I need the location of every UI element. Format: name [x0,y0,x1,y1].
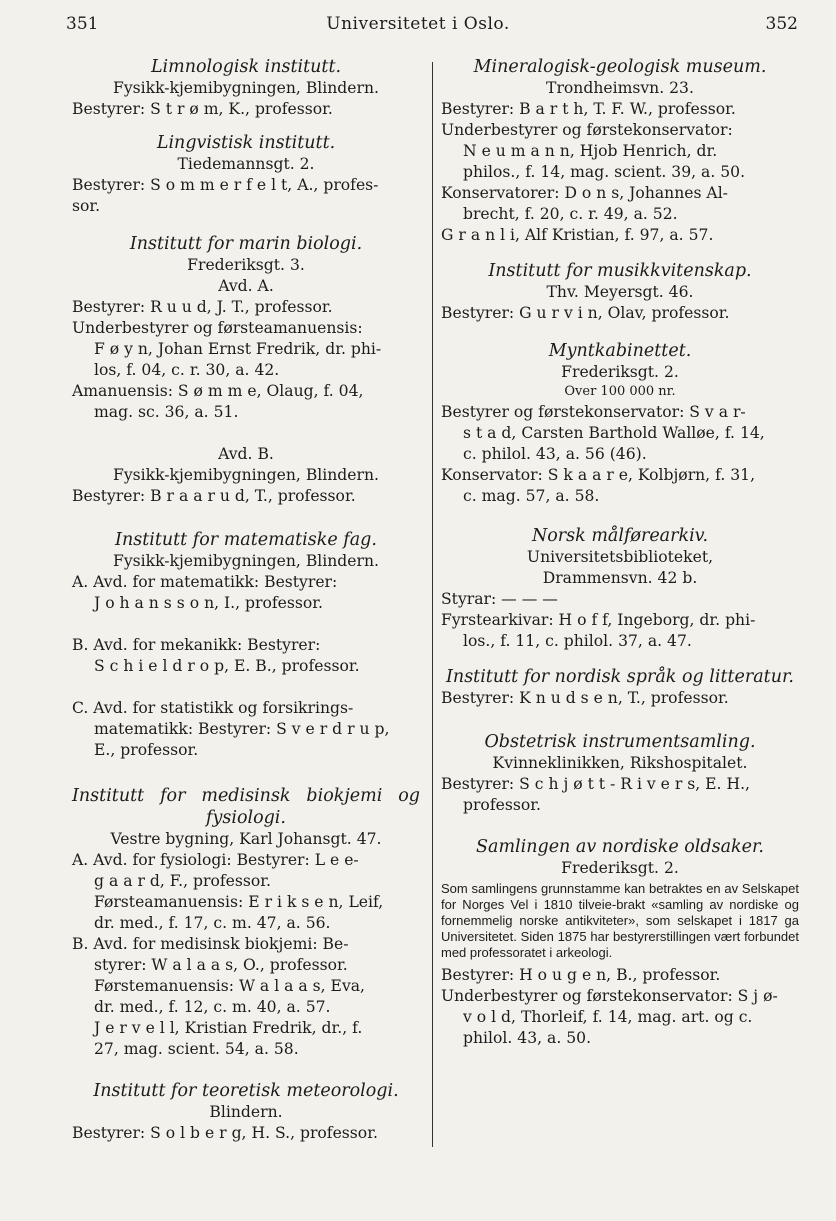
entry-line: Frederiksgt. 2. [561,859,679,877]
entry-line: N e u m a n n, Hjob Henrich, dr. [463,142,718,160]
entry-line: dr. med., f. 17, c. m. 47, a. 56. [94,914,331,932]
entry-line: v o l d, Thorleif, f. 14, mag. art. og c. [463,1008,753,1026]
entry-line: Bestyrer: S c h j ø t t - R i v e r s, E. H., [441,775,750,793]
entry-line: Underbestyrer og førsteamanuensis: [72,319,363,337]
entry-line: Frederiksgt. 3. [187,256,305,274]
spacer [72,677,420,698]
entry-line: Fysikk-kjemibygningen, Blindern. [113,79,379,97]
entry-line: J e r v e l l, Kristian Fredrik, dr., f. [94,1019,363,1037]
entry-line: Fyrstearkivar: H o f f, Ingeborg, dr. phi- [441,611,756,629]
entry-line: 27, mag. scient. 54, a. 58. [94,1040,299,1058]
entry-line: C. Avd. for statistikk og forsikrings- [72,699,354,717]
entry-line: Bestyrer: B a r t h, T. F. W., professor. [441,100,736,118]
entry-line: philol. 43, a. 50. [463,1029,592,1047]
directory-entry [441,525,799,652]
entry-line: Bestyrer: S o m m e r f e l t, A., profes- [72,176,379,194]
entry-line: Bestyrer: S t r ø m, K., professor. [72,100,333,118]
directory-entry [72,233,420,507]
entry-line: Bestyrer: R u u d, J. T., professor. [72,298,333,316]
entry-line: matematikk: Bestyrer: S v e r d r u p, [94,720,390,738]
directory-entry [441,666,799,709]
running-title: Universitetet i Oslo. [326,14,510,34]
entry-line: Bestyrer: G u r v i n, Olav, professor. [441,304,730,322]
entry-title: Lingvistisk institutt. [156,133,336,153]
directory-entry [72,1080,420,1144]
entry-title: Institutt for musikkvitenskap. [488,261,752,281]
entry-line: Bestyrer og førstekonservator: S v a r- [441,403,746,421]
entry-line: c. philol. 43, a. 56 (46). [463,445,647,463]
entry-line: Førstemanuensis: W a l a a s, Eva, [94,977,366,995]
entry-line: Underbestyrer og førstekonservator: [441,121,733,139]
entry-line: los, f. 04, c. r. 30, a. 42. [94,361,280,379]
entry-line: Frederiksgt. 2. [561,363,679,381]
directory-entry [441,340,799,507]
directory-entry [72,529,420,761]
entry-line: B. Avd. for medisinsk biokjemi: Be- [72,935,349,953]
entry-line: J o h a n s s o n, I., professor. [94,594,323,612]
entry-line: E., professor. [94,741,199,759]
entry-line: Vestre bygning, Karl Johansgt. 47. [110,830,382,848]
entry-line: Over 100 000 nr. [564,384,676,399]
entry-line: Bestyrer: K n u d s e n, T., professor. [441,689,729,707]
entry-line: F ø y n, Johan Ernst Fredrik, dr. phi- [94,340,382,358]
entry-line: c. mag. 57, a. 58. [463,487,600,505]
entry-title: Institutt for matematiske fag. [115,530,377,550]
directory-entry [441,56,799,246]
column-divider [432,62,433,1147]
entry-title: Institutt for nordisk språk og litteratur. [446,667,794,687]
entry-line: Avd. A. [218,277,274,295]
entry-line: Tiedemannsgt. 2. [177,155,315,173]
entry-line: Avd. B. [218,445,274,463]
entry-line: sor. [72,197,101,215]
directory-entry [441,260,799,324]
directory-entry [441,731,799,816]
entry-line: S c h i e l d r o p, E. B., professor. [94,657,360,675]
entry-line: Kvinneklinikken, Rikshospitalet. [492,754,748,772]
entry-line: Konservator: S k a a r e, Kolbjørn, f. 31, [441,466,756,484]
entry-title: Mineralogisk-geologisk museum. [473,57,767,77]
directory-entry [441,836,799,1049]
entry-title: Limnologisk institutt. [150,57,342,77]
entry-line: Fysikk-kjemibygningen, Blindern. [113,552,379,570]
entry-line: los., f. 11, c. philol. 37, a. 47. [463,632,692,650]
left-page-number: 351 [66,14,99,34]
entry-line: Bestyrer: B r a a r u d, T., professor. [72,487,356,505]
entry-line: Bestyrer: H o u g e n, B., professor. [441,966,721,984]
entry-title: Institutt for marin biologi. [129,234,363,254]
entry-line: s t a d, Carsten Barthold Walløe, f. 14, [463,424,765,442]
entry-line: mag. sc. 36, a. 51. [94,403,239,421]
entry-line: Førsteamanuensis: E r i k s e n, Leif, [94,893,384,911]
entry-title: Institutt for teoretisk meteorologi. [93,1081,399,1101]
directory-entry [72,785,420,1060]
entry-line: Trondheimsvn. 23. [546,79,694,97]
entry-line: Drammensvn. 42 b. [542,569,698,587]
entry-line: dr. med., f. 12, c. m. 40, a. 57. [94,998,331,1016]
page-header [0,0,836,46]
entry-line: Styrar: — — — [441,590,558,608]
entry-title: Norsk målførearkiv. [531,526,709,546]
entry-title: Institutt for medisinsk biokjemi og fysiologi. [72,786,420,828]
entry-line: Amanuensis: S ø m m e, Olaug, f. 04, [72,382,364,400]
entry-line: brecht, f. 20, c. r. 49, a. 52. [463,205,678,223]
entry-line: Universitetsbiblioteket, [526,548,714,566]
entry-line: A. Avd. for fysiologi: Bestyrer: L e e- [72,851,359,869]
entry-note: Som samlingens grunnstamme kan betraktes en av Selskapet for Norges Vel i 1810 tilveie-brakt «samling av nordiske og fornemmelig norske antikviteter», som selskapet i 1817 ga Universitetet. Siden 1875 har bestyrerstillingen vært forbundet med professoratet i arkeologi. [441,881,799,960]
left-column [72,56,420,1144]
entry-line: Underbestyrer og førstekonservator: S j ø- [441,987,778,1005]
entry-line: B. Avd. for mekanikk: Bestyrer: [72,636,321,654]
directory-entry [72,56,420,120]
right-page-number: 352 [765,14,798,34]
entry-line: Konservatorer: D o n s, Johannes Al- [441,184,728,202]
entry-title: Samlingen av nordiske oldsaker. [476,837,764,857]
entry-line: Bestyrer: S o l b e r g, H. S., professor. [72,1124,378,1142]
entry-title: Obstetrisk instrumentsamling. [484,732,756,752]
entry-line: professor. [463,796,541,814]
right-column [441,56,799,1049]
entry-line: A. Avd. for matematikk: Bestyrer: [72,573,338,591]
entry-line: philos., f. 14, mag. scient. 39, a. 50. [463,163,746,181]
entry-line: Fysikk-kjemibygningen, Blindern. [113,466,379,484]
entry-line: Thv. Meyersgt. 46. [546,283,694,301]
entry-line: G r a n l i, Alf Kristian, f. 97, a. 57. [441,226,714,244]
entry-line: Blindern. [209,1103,283,1121]
entry-title: Myntkabinettet. [548,341,692,361]
entry-line: styrer: W a l a a s, O., professor. [94,956,348,974]
spacer [72,614,420,635]
spacer [72,423,420,444]
entry-line: g a a r d, F., professor. [94,872,271,890]
directory-entry [72,132,420,217]
